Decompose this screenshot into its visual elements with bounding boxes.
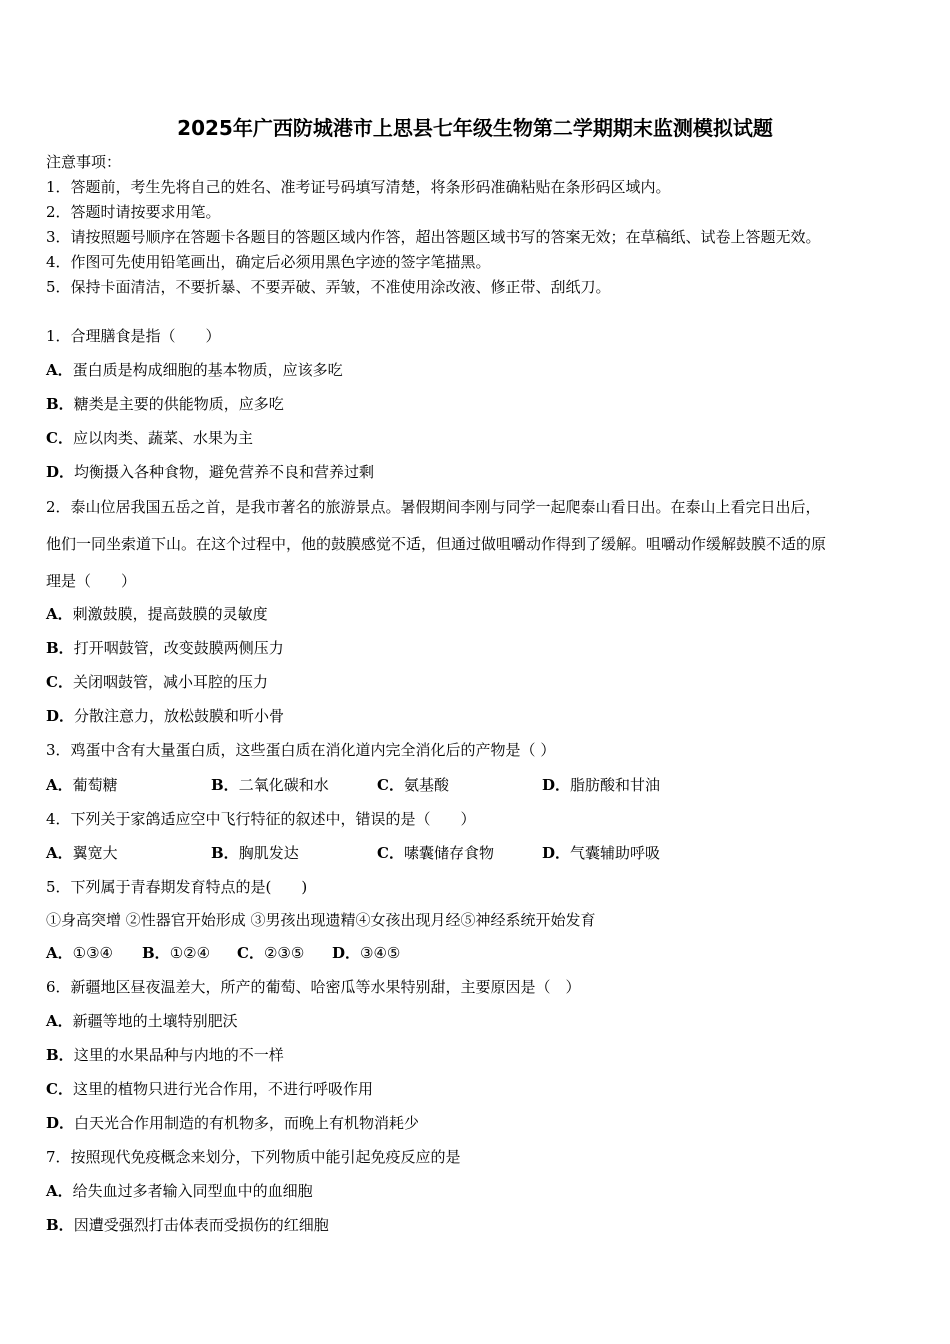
option-label: B．	[46, 1046, 74, 1064]
option-label: C．	[377, 844, 404, 862]
question-6-option-b	[46, 1045, 284, 1065]
option-text: 新疆等地的土壤特别肥沃	[72, 1012, 238, 1030]
question-7-option-b	[46, 1215, 329, 1235]
question-5-option-c	[237, 943, 304, 963]
question-5-option-a	[46, 943, 113, 963]
question-1-option-a	[46, 360, 343, 380]
option-text: ②③⑤	[263, 944, 305, 962]
option-label: C．	[237, 944, 264, 962]
question-4-option-c	[377, 843, 494, 863]
question-2-stem-line: 2．泰山位居我国五岳之首，是我市著名的旅游景点。暑假期间李刚与同学一起爬泰山看日出。在泰山上看完日出后，	[46, 498, 821, 516]
option-label: D．	[46, 463, 75, 481]
question-3-option-a	[46, 775, 118, 795]
option-text: 这里的水果品种与内地的不一样	[73, 1046, 284, 1064]
option-text: 糖类是主要的供能物质，应多吃	[73, 395, 284, 413]
option-text: 刺激鼓膜，提高鼓膜的灵敏度	[72, 605, 268, 623]
notice-item: 5．保持卡面清洁，不要折暴、不要弄破、弄皱，不准使用涂改液、修正带、刮纸刀。	[46, 278, 611, 296]
option-text: 嗉囊储存食物	[403, 844, 494, 862]
option-label: B．	[46, 395, 74, 413]
option-text: 脂肪酸和甘油	[570, 776, 661, 794]
question-1-option-d	[46, 462, 374, 482]
option-text: 应以肉类、蔬菜、水果为主	[72, 429, 253, 447]
question-5-stem: 5．下列属于青春期发育特点的是( )	[46, 878, 308, 896]
question-2-stem-line: 理是（ ）	[46, 572, 137, 590]
option-label: D．	[46, 707, 75, 725]
option-label: A．	[46, 1012, 73, 1030]
option-text: ①③④	[72, 944, 113, 962]
question-7-stem: 7．按照现代免疫概念来划分，下列物质中能引起免疫反应的是	[46, 1148, 461, 1166]
question-1-stem: 1．合理膳食是指（ ）	[46, 327, 221, 345]
question-1-option-b	[46, 394, 284, 414]
question-2-option-d	[46, 706, 284, 726]
question-6-option-d	[46, 1113, 419, 1133]
question-5-option-b	[142, 943, 210, 963]
option-text: 打开咽鼓管，改变鼓膜两侧压力	[73, 639, 284, 657]
option-text: 均衡摄入各种食物，避免营养不良和营养过剩	[74, 463, 375, 481]
option-label: B．	[46, 639, 74, 657]
question-4-option-a	[46, 843, 118, 863]
question-4-option-b	[211, 843, 299, 863]
question-5-items: ①身高突增 ②性器官开始形成 ③男孩出现遗精④女孩出现月经⑤神经系统开始发育	[46, 911, 596, 929]
question-6-option-a	[46, 1011, 238, 1031]
option-label: B．	[142, 944, 170, 962]
notice-item: 4．作图可先使用铅笔画出，确定后必须用黑色字迹的签字笔描黑。	[46, 253, 491, 271]
option-label: B．	[211, 776, 239, 794]
notice-item: 2．答题时请按要求用笔。	[46, 203, 221, 221]
option-text: 因遭受强烈打击体表而受损伤的红细胞	[73, 1216, 329, 1234]
option-label: A．	[46, 944, 73, 962]
question-4-stem: 4．下列关于家鸽适应空中飞行特征的叙述中，错误的是（ ）	[46, 810, 476, 828]
option-text: 蛋白质是构成细胞的基本物质，应该多吃	[72, 361, 343, 379]
option-text: 翼宽大	[72, 844, 118, 862]
question-2-stem-line: 他们一同坐索道下山。在这个过程中，他的鼓膜感觉不适，但通过做咀嚼动作得到了缓解。咀嚼动作缓解鼓膜不适的原	[46, 535, 827, 553]
option-text: 气囊辅助呼吸	[570, 844, 661, 862]
option-label: B．	[211, 844, 239, 862]
question-6-option-c	[46, 1079, 373, 1099]
option-text: 分散注意力，放松鼓膜和听小骨	[74, 707, 285, 725]
option-text: ③④⑤	[360, 944, 401, 962]
question-5-option-d	[332, 943, 400, 963]
option-text: 胸肌发达	[238, 844, 299, 862]
question-2-option-b	[46, 638, 284, 658]
option-text: ①②④	[169, 944, 211, 962]
option-label: A．	[46, 776, 73, 794]
question-1-option-c	[46, 428, 253, 448]
option-text: 二氧化碳和水	[238, 776, 329, 794]
option-label: A．	[46, 605, 73, 623]
question-2-option-a	[46, 604, 268, 624]
option-text: 给失血过多者输入同型血中的血细胞	[72, 1182, 313, 1200]
question-3-stem: 3．鸡蛋中含有大量蛋白质，这些蛋白质在消化道内完全消化后的产物是（ ）	[46, 741, 556, 759]
option-label: D．	[46, 1114, 75, 1132]
page-title: 2025年广西防城港市上思县七年级生物第二学期期末监测模拟试题	[177, 116, 773, 140]
option-label: D．	[542, 776, 571, 794]
option-label: C．	[46, 1080, 73, 1098]
option-text: 葡萄糖	[72, 776, 118, 794]
option-text: 白天光合作用制造的有机物多，而晚上有机物消耗少	[74, 1114, 420, 1132]
option-label: D．	[542, 844, 571, 862]
option-label: A．	[46, 844, 73, 862]
option-label: A．	[46, 361, 73, 379]
question-3-option-d	[542, 775, 660, 795]
option-label: C．	[46, 673, 73, 691]
option-label: C．	[377, 776, 404, 794]
question-3-option-b	[211, 775, 329, 795]
option-label: C．	[46, 429, 73, 447]
question-7-option-a	[46, 1181, 313, 1201]
option-text: 关闭咽鼓管，减小耳腔的压力	[72, 673, 268, 691]
option-text: 这里的植物只进行光合作用，不进行呼吸作用	[72, 1080, 373, 1098]
option-label: D．	[332, 944, 361, 962]
question-2-option-c	[46, 672, 268, 692]
option-text: 氨基酸	[403, 776, 449, 794]
notice-item: 3．请按照题号顺序在答题卡各题目的答题区域内作答，超出答题区域书写的答案无效；在草稿纸、试卷上答题无效。	[46, 228, 821, 246]
option-label: B．	[46, 1216, 74, 1234]
option-label: A．	[46, 1182, 73, 1200]
question-4-option-d	[542, 843, 660, 863]
notice-heading: 注意事项：	[46, 153, 122, 171]
notice-item: 1．答题前，考生先将自己的姓名、准考证号码填写清楚，将条形码准确粘贴在条形码区域内。	[46, 178, 671, 196]
question-3-option-c	[377, 775, 449, 795]
question-6-stem: 6．新疆地区昼夜温差大，所产的葡萄、哈密瓜等水果特别甜，主要原因是（ ）	[46, 978, 581, 996]
